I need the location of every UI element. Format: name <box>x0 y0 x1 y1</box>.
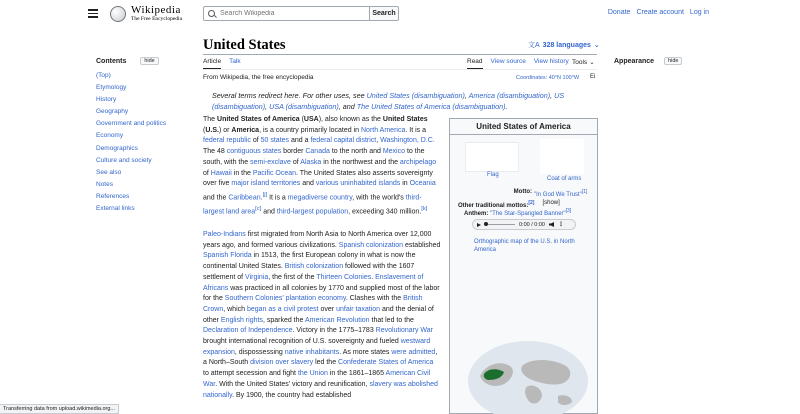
article-link[interactable]: Paleo-Indians <box>203 231 246 238</box>
site-subtitle: From Wikipedia, the free encyclopedia <box>203 74 314 81</box>
text: , sparked the <box>262 316 305 324</box>
flag-image[interactable] <box>465 142 519 172</box>
article-link[interactable]: major island territories <box>231 180 301 188</box>
user-links <box>608 9 709 16</box>
article-link[interactable]: North America <box>361 126 406 134</box>
article-link[interactable]: third-largest land area <box>203 194 422 216</box>
bold-term: United States <box>382 116 428 123</box>
article-link[interactable]: Revolutionary War <box>375 327 433 335</box>
toc-item-culture[interactable]: Culture and society <box>96 156 152 164</box>
anthem-value[interactable]: "The Star-Spangled Banner" <box>490 211 566 217</box>
tools-menu[interactable] <box>572 58 595 66</box>
tab-talk[interactable]: Talk <box>229 58 241 65</box>
article-link[interactable]: American Revolution <box>304 316 370 324</box>
footnote-ref[interactable]: [1] <box>581 189 588 195</box>
article-link[interactable]: were admitted <box>391 348 436 356</box>
coat-of-arms-image[interactable] <box>540 139 584 174</box>
article-link[interactable]: Caribbean <box>228 194 261 202</box>
article-link[interactable]: megadiverse country <box>287 194 353 202</box>
text: brought international recognition of U.S. sovereignty and fueled <box>203 338 401 346</box>
text: first migrated from North Asia to North America over 12,000 years ago, and formed various civilizations. <box>203 231 432 249</box>
toc-item-economy[interactable]: Economy <box>96 132 124 140</box>
footnote-ref[interactable]: [2] <box>528 200 535 206</box>
text: It is a <box>267 194 288 202</box>
map-caption[interactable]: Orthographic map of the U.S. in North America <box>474 239 575 253</box>
motto-value[interactable]: "In God We Trust" <box>534 192 582 198</box>
text: , which <box>223 305 247 313</box>
infobox <box>449 118 598 414</box>
toc-item-top[interactable]: (Top) <box>96 72 111 79</box>
text: in the northwest and the <box>321 158 400 166</box>
create-account-link[interactable]: Create account <box>636 9 684 16</box>
article-link[interactable]: various uninhabited islands <box>315 180 401 188</box>
article-link[interactable]: British Crown <box>203 295 423 313</box>
toc-item-references[interactable]: References <box>96 192 130 200</box>
text: of <box>250 137 261 145</box>
hatnote-text: Several terms redirect here. For other uses, see <box>212 91 367 100</box>
footnote-ref[interactable]: [k] <box>421 205 428 212</box>
footnote-ref[interactable]: [j] <box>262 191 268 198</box>
anthem-audio-player <box>472 219 576 230</box>
hatnote-link[interactable]: United States (disambiguation) <box>366 91 465 100</box>
article-link[interactable]: native inhabitants <box>284 348 340 356</box>
motto-label: Motto: <box>513 189 532 195</box>
text: and <box>261 208 277 216</box>
player-time: 0:00 / 0:00 <box>519 221 545 228</box>
text: . It is a <box>405 126 426 134</box>
wordmark-tagline: The Free Encyclopedia <box>131 16 183 22</box>
article-link[interactable]: Alaska <box>300 158 322 166</box>
article-link[interactable]: the Union <box>297 370 328 378</box>
more-options-icon[interactable]: ⋮ <box>558 222 564 228</box>
title-divider <box>203 54 597 55</box>
article-link[interactable]: semi-exclave <box>250 158 291 166</box>
text: was practiced in all colonies by 1770 and supplied most of the labor for the <box>203 284 440 303</box>
article-link[interactable]: American Civil War <box>203 370 431 388</box>
tab-read[interactable]: Read <box>467 58 483 69</box>
text: in <box>400 180 410 188</box>
tools-label: Tools <box>572 58 588 66</box>
text: ( <box>299 116 304 123</box>
toc-item-see-also[interactable]: See also <box>96 168 122 176</box>
text: ), also known as the <box>318 116 383 123</box>
text: . <box>260 194 263 202</box>
infobox-mottos <box>450 188 599 210</box>
hatnote-text: , and <box>338 102 357 111</box>
text: border <box>281 148 306 156</box>
article-link[interactable]: Southern Colonies' plantation economy <box>224 295 346 303</box>
article-link[interactable]: Canada <box>305 148 330 156</box>
coordinates-link[interactable]: Coordinates: 40°N 100°W <box>516 75 580 81</box>
search-button[interactable]: Search <box>369 6 399 21</box>
text: to the north and <box>329 148 383 156</box>
orthographic-map[interactable] <box>466 336 590 414</box>
text: and <box>300 180 316 188</box>
toc-item-notes[interactable]: Notes <box>96 180 113 188</box>
text: , dispossessing <box>234 348 285 356</box>
article-link[interactable]: Thirteen Colonies <box>316 273 372 281</box>
other-mottos-label: Other traditional mottos: <box>458 203 529 209</box>
text: ) or <box>218 126 232 134</box>
flag-caption[interactable]: Flag <box>487 172 499 178</box>
toc-item-history[interactable]: History <box>96 96 117 104</box>
text: to attempt secession and fight <box>203 370 298 378</box>
text: , a North–South <box>203 348 438 367</box>
anthem-row <box>464 208 571 217</box>
text: and the <box>203 194 229 202</box>
footnote-ref[interactable]: [c] <box>255 205 262 212</box>
play-icon[interactable] <box>477 223 481 227</box>
hatnote-link[interactable]: The United States of America (disambiguation) <box>356 102 506 111</box>
text: , with the world's <box>352 194 406 202</box>
article-link[interactable]: unfair taxation <box>336 305 381 313</box>
donate-link[interactable]: Donate <box>607 9 631 16</box>
hatnote-text: . <box>505 102 508 111</box>
text: in 1513, the first European colony in what is now the continental United States. <box>203 252 416 271</box>
text: . With the United States' victory and reunification, <box>215 380 370 388</box>
language-icon: 文A <box>528 42 540 49</box>
bold-term: America <box>231 126 260 134</box>
view-tabs <box>467 58 569 69</box>
toc-item-geography[interactable]: Geography <box>96 108 129 116</box>
text: of <box>203 169 211 177</box>
hatnote-link[interactable]: USA (disambiguation) <box>269 102 339 111</box>
text: in the 1861–1865 <box>327 370 386 378</box>
article-link[interactable]: Spanish colonization <box>338 241 404 249</box>
article-link[interactable]: 50 <box>260 137 269 145</box>
article-link[interactable]: Hawaii <box>210 169 232 177</box>
article-link[interactable]: Enslavement of Africans <box>203 273 424 292</box>
text: to the south, with the <box>203 148 425 166</box>
toc-hide-button[interactable]: hide <box>140 57 158 65</box>
text: over <box>318 305 337 313</box>
tab-view-history[interactable]: View history <box>533 58 569 65</box>
text: that led to the <box>369 316 414 324</box>
article-link[interactable]: began as a civil protest <box>246 305 319 313</box>
text: . <box>371 273 376 281</box>
seek-bar[interactable] <box>485 224 515 226</box>
search-form <box>203 6 399 21</box>
text: . By 1900, the country had established <box>232 391 352 399</box>
infobox-divider <box>450 134 597 135</box>
article-link[interactable]: Pacific Ocean <box>252 169 297 177</box>
text: and a <box>289 137 311 145</box>
hatnote-text: , <box>550 91 555 100</box>
chevron-down-icon: ⌄ <box>589 59 595 66</box>
article-link[interactable]: Confederate States of America <box>338 359 434 367</box>
hatnote-link[interactable]: America (disambiguation) <box>468 91 551 100</box>
text: of <box>290 158 301 166</box>
text: The <box>203 116 218 123</box>
article-link[interactable]: third-largest population <box>276 208 349 216</box>
article-link[interactable]: archipelago <box>399 158 437 166</box>
appearance-panel <box>614 57 682 65</box>
article-link[interactable]: division over slavery <box>250 359 314 367</box>
text: . Victory in the 1775–1783 <box>292 327 376 335</box>
browser-status-bar: Transferring data from upload.wikimedia.org... <box>0 404 119 414</box>
hatnote-link[interactable]: US (disambiguation) <box>212 91 565 111</box>
text: . Clashes with the <box>345 295 404 303</box>
article-link[interactable]: Oceania <box>409 180 436 188</box>
toc-item-external-links[interactable]: External links <box>96 205 135 213</box>
article-link[interactable]: Virginia <box>245 273 269 281</box>
tabs-divider <box>203 69 597 70</box>
text: ( <box>203 126 206 134</box>
wordmark <box>131 5 182 23</box>
article-link[interactable]: contiguous states <box>226 148 282 156</box>
chevron-down-icon: ⌄ <box>593 42 600 49</box>
footnote-ref[interactable]: [3] <box>565 208 572 214</box>
hatnote-text: , <box>464 91 469 100</box>
main-menu-icon[interactable] <box>88 9 98 17</box>
toc-item-government[interactable]: Government and politics <box>96 120 167 128</box>
article-link[interactable]: Mexico <box>382 148 406 156</box>
tab-view-source[interactable]: View source <box>490 58 526 65</box>
article-link[interactable]: Spanish Florida <box>203 252 252 260</box>
article-link[interactable]: federal capital district <box>310 137 377 145</box>
text: led the <box>313 359 339 367</box>
text: followed with the 1607 settlement of <box>203 263 415 281</box>
article-link[interactable]: Washington, D.C. <box>380 137 435 145</box>
text: , is a country primarily located in <box>259 126 361 134</box>
text: . As more states <box>339 348 392 356</box>
text: established <box>403 241 441 249</box>
article-link[interactable]: slavery was abolished nationally <box>203 380 438 399</box>
article-link[interactable]: states <box>270 137 290 145</box>
tab-article[interactable]: Article <box>203 58 221 69</box>
hatnote <box>212 90 598 112</box>
text: , the first of the <box>268 273 317 281</box>
namespace-tabs <box>203 58 241 69</box>
article-link[interactable]: Declaration of Independence <box>203 327 293 335</box>
text: . The United States also asserts sovereignty over five <box>203 169 433 188</box>
bold-term: U.S. <box>205 126 219 134</box>
article-link[interactable]: English rights <box>220 316 263 324</box>
coordinates-map-icon[interactable]: Ei <box>590 74 596 80</box>
coat-of-arms-caption[interactable]: Coat of arms <box>547 176 582 182</box>
search-icon <box>208 10 215 17</box>
bold-term: United States of America <box>217 116 300 123</box>
bold-term: USA <box>303 116 319 123</box>
text: The 48 <box>203 148 227 156</box>
wordmark-title: Wikipedia <box>131 4 181 16</box>
appearance-hide-button[interactable]: hide <box>664 57 682 65</box>
toc-item-etymology[interactable]: Etymology <box>96 84 127 92</box>
lead-paragraph <box>203 115 441 218</box>
appearance-title: Appearance <box>614 57 655 65</box>
wikipedia-logo[interactable] <box>110 5 182 23</box>
article-link[interactable]: westward expansion <box>203 338 431 356</box>
wikipedia-globe-icon <box>110 6 126 22</box>
search-box <box>203 6 369 21</box>
table-of-contents <box>96 57 192 215</box>
site-header <box>0 0 800 28</box>
text: , exceeding 340 million. <box>348 208 422 216</box>
article-link[interactable]: federal republic <box>203 137 251 145</box>
page-title: United States <box>203 37 286 53</box>
history-paragraph <box>203 230 441 401</box>
anthem-label: Anthem: <box>464 211 489 217</box>
infobox-title: United States of America <box>476 122 571 131</box>
language-button[interactable] <box>528 40 600 50</box>
log-in-link[interactable]: Log in <box>689 9 709 16</box>
show-toggle[interactable]: [show] <box>542 200 560 206</box>
text: , <box>376 137 381 145</box>
language-count: 328 languages <box>542 41 591 49</box>
text: and the denial of other <box>203 305 434 324</box>
toc-title: Contents <box>96 57 127 65</box>
article-link[interactable]: British colonization <box>284 263 344 271</box>
hatnote-text: , <box>265 102 270 111</box>
text: in the <box>231 169 253 177</box>
volume-icon[interactable] <box>549 222 554 227</box>
toc-item-demographics[interactable]: Demographics <box>96 144 138 152</box>
search-input[interactable] <box>220 10 360 17</box>
